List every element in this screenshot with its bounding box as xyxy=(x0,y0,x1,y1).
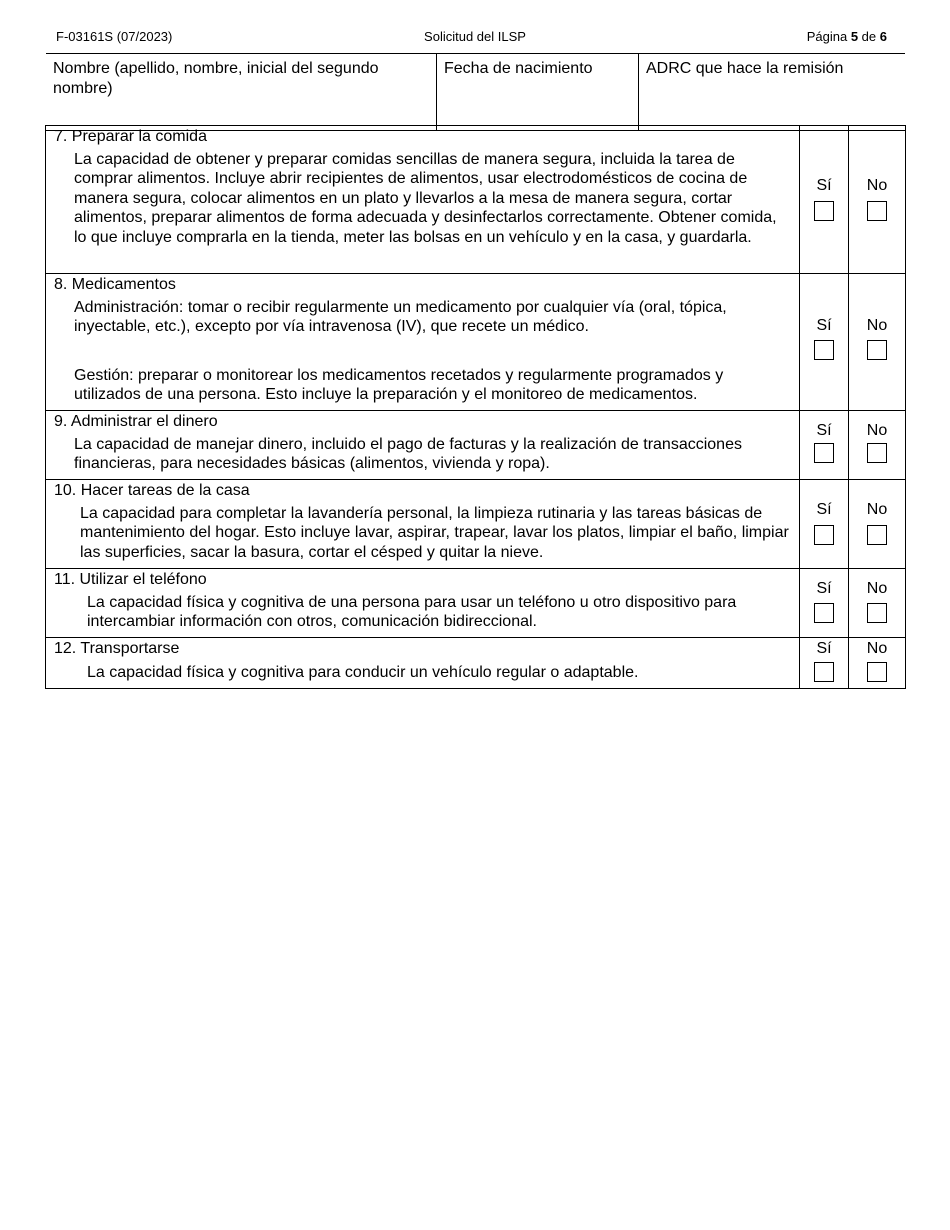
form-title: Solicitud del ILSP xyxy=(424,29,526,44)
yes-option-cell xyxy=(800,638,849,689)
adrc-label: ADRC que hace la remisión xyxy=(646,60,844,77)
question-row xyxy=(46,126,906,274)
no-option-cell xyxy=(849,411,906,480)
page-prefix: Página xyxy=(806,29,848,44)
question-text-cell xyxy=(46,638,800,689)
name-field[interactable] xyxy=(46,53,437,131)
question-row xyxy=(46,480,906,569)
questions-table xyxy=(45,125,906,689)
yes-option-cell xyxy=(800,126,849,274)
no-option-cell xyxy=(849,480,906,569)
yes-label: Sí xyxy=(816,177,832,194)
page-indicator xyxy=(807,29,887,44)
yes-checkbox[interactable] xyxy=(814,201,834,221)
question-title: 7. Preparar la comida xyxy=(54,128,207,145)
no-label: No xyxy=(866,501,888,518)
yes-label: Sí xyxy=(816,422,832,439)
question-description: La capacidad de manejar dinero, incluido el pago de facturas y la realización de transacciones financieras, para necesidades básicas (alimentos, vivienda y ropa). xyxy=(74,435,742,473)
no-option-cell xyxy=(849,569,906,638)
question-text-cell xyxy=(46,480,800,569)
yes-option-cell xyxy=(800,480,849,569)
no-checkbox[interactable] xyxy=(867,662,887,682)
no-label: No xyxy=(866,640,888,657)
question-description: La capacidad para completar la lavandería personal, la limpieza rutinaria y las tareas básicas de mantenimiento del hogar. Esto incluye lavar, aspirar, trapear, lavar los platos, limpiar el baño, limpiar las superficies, sacar la basura, cortar el césped y quitar la nieve. xyxy=(80,504,789,561)
question-title: 8. Medicamentos xyxy=(54,276,176,293)
yes-label: Sí xyxy=(816,640,832,657)
no-option-cell xyxy=(849,638,906,689)
yes-checkbox[interactable] xyxy=(814,340,834,360)
question-description: La capacidad física y cognitiva para conducir un vehículo regular o adaptable. xyxy=(87,663,639,681)
yes-checkbox[interactable] xyxy=(814,525,834,545)
no-label: No xyxy=(866,422,888,439)
question-description: La capacidad física y cognitiva de una persona para usar un teléfono u otro dispositivo para intercambiar información con otros, comunicación bidireccional. xyxy=(87,593,737,631)
yes-option-cell xyxy=(800,569,849,638)
no-label: No xyxy=(866,580,888,597)
page-of: de xyxy=(861,29,877,44)
question-title: 10. Hacer tareas de la casa xyxy=(54,482,250,499)
question-text-cell xyxy=(46,411,800,480)
no-checkbox[interactable] xyxy=(867,340,887,360)
no-checkbox[interactable] xyxy=(867,603,887,623)
no-option-cell xyxy=(849,126,906,274)
page-current: 5 xyxy=(850,29,859,44)
question-description: La capacidad de obtener y preparar comidas sencillas de manera segura, incluida la tarea de comprar alimentos. Incluye abrir recipientes de alimentos, usar electrodomésticos de cocina de manera segura, colocar alimentos en un plato y llevarlos a la mesa de manera segura, cortar alimentos, preparar alimentos de forma adecuada y desinfectarlos correctamente. Obtener comida, lo que incluye comprarla en la tienda, meter las bolsas en un vehículo y en la casa, y guardarla. xyxy=(74,150,777,246)
yes-option-cell xyxy=(800,274,849,411)
no-label: No xyxy=(866,317,888,334)
question-text-cell xyxy=(46,274,800,411)
yes-checkbox[interactable] xyxy=(814,443,834,463)
yes-option-cell xyxy=(800,411,849,480)
dob-field[interactable] xyxy=(437,53,639,131)
question-text-cell xyxy=(46,569,800,638)
no-label: No xyxy=(866,177,888,194)
page-total: 6 xyxy=(879,29,887,44)
yes-checkbox[interactable] xyxy=(814,662,834,682)
question-description: Administración: tomar o recibir regularmente un medicamento por cualquier vía (oral, tópica, inyectable, etc.), excepto por vía intravenosa (IV), que recete un médico. xyxy=(74,298,727,336)
adrc-field[interactable] xyxy=(639,53,906,131)
dob-label: Fecha de nacimiento xyxy=(444,60,593,77)
question-title: 11. Utilizar el teléfono xyxy=(54,571,207,588)
question-row xyxy=(46,638,906,689)
question-row xyxy=(46,411,906,480)
no-checkbox[interactable] xyxy=(867,201,887,221)
question-row xyxy=(46,569,906,638)
question-description: Gestión: preparar o monitorear los medicamentos recetados y regularmente programados y utilizados de una persona. Esto incluye la preparación y el monitoreo de medicamentos. xyxy=(74,366,724,404)
question-row xyxy=(46,274,906,411)
question-title: 9. Administrar el dinero xyxy=(54,413,218,430)
no-option-cell xyxy=(849,274,906,411)
form-number: F-03161S (07/2023) xyxy=(56,29,173,44)
yes-label: Sí xyxy=(816,501,832,518)
yes-checkbox[interactable] xyxy=(814,603,834,623)
yes-label: Sí xyxy=(816,317,832,334)
no-checkbox[interactable] xyxy=(867,443,887,463)
question-title: 12. Transportarse xyxy=(54,640,180,657)
question-text-cell xyxy=(46,126,800,274)
name-label: Nombre (apellido, nombre, inicial del segundo nombre) xyxy=(53,60,379,97)
yes-label: Sí xyxy=(816,580,832,597)
no-checkbox[interactable] xyxy=(867,525,887,545)
identification-table xyxy=(46,53,905,131)
